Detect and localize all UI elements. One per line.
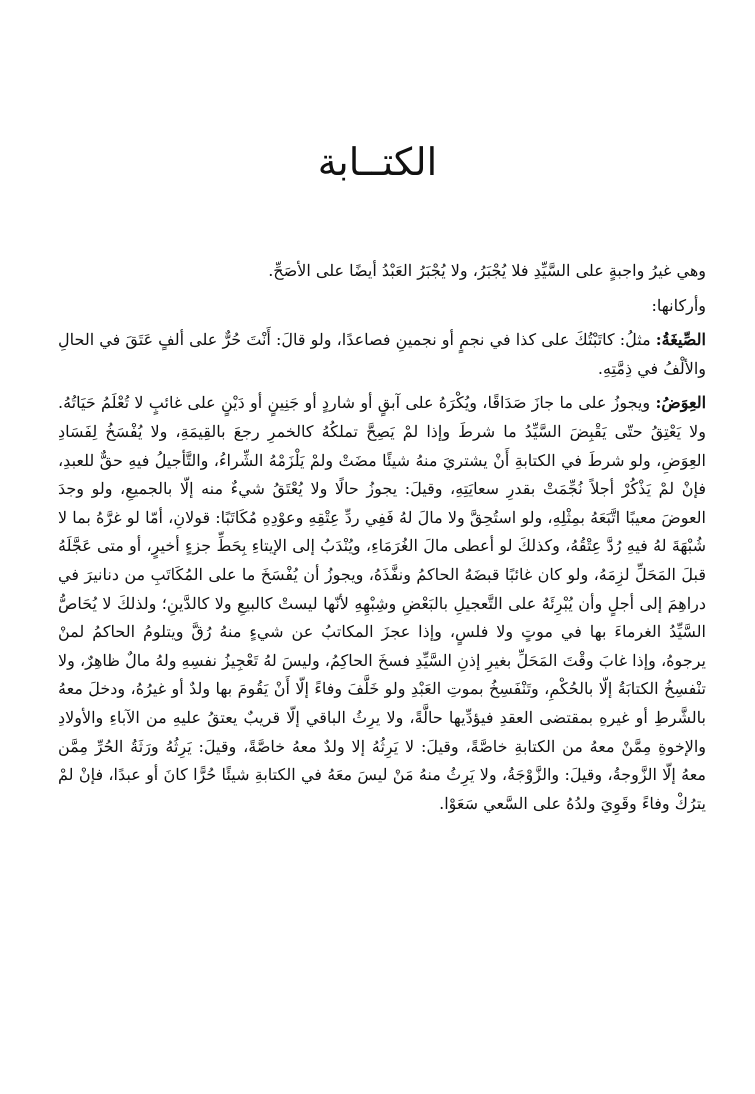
term-iwad: العِوَضُ:: [655, 393, 707, 413]
chapter-title: الكتــابة: [317, 140, 438, 184]
body-text: [58, 257, 706, 818]
paragraph-intro: وهي غيرُ واجبةٍ على السَّيِّدِ فلا يُجْبَرُ، ولا يُجْبَرُ العَبْدُ أيضًا على الأصَحِّ.: [268, 261, 706, 280]
term-sigha: الصِّيغَةُ:: [655, 330, 706, 350]
sigha-text: مثلُ: كاتَبْتُكَ على كذا في نجمٍ أو نجمينِ فصاعدًا، ولو قالَ: أَنْتَ حُرٌّ على ألفٍ عَتَقَ في الحالِ والألْفُ في ذِمَّتِهِ.: [58, 330, 706, 378]
paragraph-sigha: [58, 326, 706, 383]
iwad-text: ويجوزُ على ما جازَ صَدَاقًا، ويُكْرَهُ على آبقٍ أو شاردٍ أو جَنِينٍ أو دَيْنٍ على غائبٍ لا تُعْلَمُ حَيَاتُهُ. ولا يَعْتِقُ حتّى يَقْبِضَ السَّيِّدُ ما شرطَ وإذا لمْ يَصِحَّ تملكُهُ كالخمرِ رجعَ بالقِيمَةِ، ولا يُفْسَخُ لِفَسَادِ العِوَضِ، ولو شرطَ في الكتابةِ أَنْ يشتريَ منهُ شيئًا مضَتْ ولمْ يَلْزَمْهُ الشِّراءُ، والتَّأجيلُ فيهِ حقٌّ للعبدِ، فإنْ لمْ يَذْكُرْ أجلاً نُجِّمَتْ بقدرِ سعايَتِهِ، وقيلَ: يجوزُ حالًا ولا يُعْتَقُ شيءٌ منه إلّا بالجميعِ، ولو وجدَ العوضَ معيبًا اتَّبَعَهُ بمِثْلِهِ، ولو استُحِقَّ ولا مالَ لهُ فَفِي ردِّ عِتْقِهِ وعوْدِهِ مُكَاتَبًا: قولانِ، أمّا لو غرَّهُ بما لا شُبْهَةَ لهُ فيهِ رُدَّ عِتْقُهُ، وكذلكَ لو أعطى مالَ الغُرَمَاءِ، ويُنْدَبُ إلى الإيتاءِ بِحَطِّ جزءٍ أخيرٍ، أو متى عَجَّلَهُ قبلَ المَحَلِّ لزِمَهُ، ولو كان غائبًا قبضَهُ الحاكمُ ونفَّذَهُ، ويجوزُ أن يُفْسَخَ ما على المُكَاتَبِ من دنانيرَ في دراهِمَ إلى أجلٍ وأن يُبْرِئَهُ على التَّعجيلِ بالبَعْضِ وشِبْهِهِ لأنّها ليستْ كالبيعِ ولا كالدَّينِ؛ ولذلكَ لا يُحَاصُّ السَّيِّدُ الغرماءَ بها في موتٍ ولا فلسٍ، وإذا عجزَ المكاتبُ عن شيءٍ منهُ رُقَّ ويتلومُ الحاكمُ لمنْ يرجوهُ، وإذا غابَ وقْتَ المَحَلِّ بغيرِ إذنِ السَّيِّدِ فسخَ الحاكِمُ، وليسَ لهُ تَعْجِيزُ نفسِهِ ولهُ مالٌ ظاهِرٌ، ولا تنْفسِخُ الكتابَةُ إلّا بالحُكْمِ، وتَنْفَسِخُ بموتِ العَبْدِ ولو خَلَّفَ وفاءً إلّا أَنْ يَقُومَ بها ولدٌ أو غيرُهُ، ودخلَ معهُ بالشَّرطِ أو غيرهِ بمقتضى العقدِ فيؤدِّيها حالَّةً، ولا يرِثُ الباقي إلّا قريبٌ يعتقُ عليهِ من الآباءِ والأولادِ والإخوةِ مِمَّنْ معهُ من الكتابةِ خاصَّةً، وقيلَ: لا يَرِثُهُ إلا ولدٌ معهُ خاصَّةً، وقيلَ: يَرِثُهُ ورَثَةُ الحُرِّ مِمَّن معهُ إلّا الزَّوجةُ، وقيلَ: والزَّوْجَةُ، ولا يَرِثُ منهُ مَنْ ليسَ معَهُ في الكتابةِ شيئًا حُرًّا كانَ أو عبدًا، فإنْ لمْ يترُكْ وفاءً وقَوِيَ ولدُهُ على السَّعي سَعَوْا.: [58, 393, 707, 813]
paragraph-pillars: وأركانها:: [651, 295, 706, 315]
paragraph-iwad: [58, 389, 706, 818]
